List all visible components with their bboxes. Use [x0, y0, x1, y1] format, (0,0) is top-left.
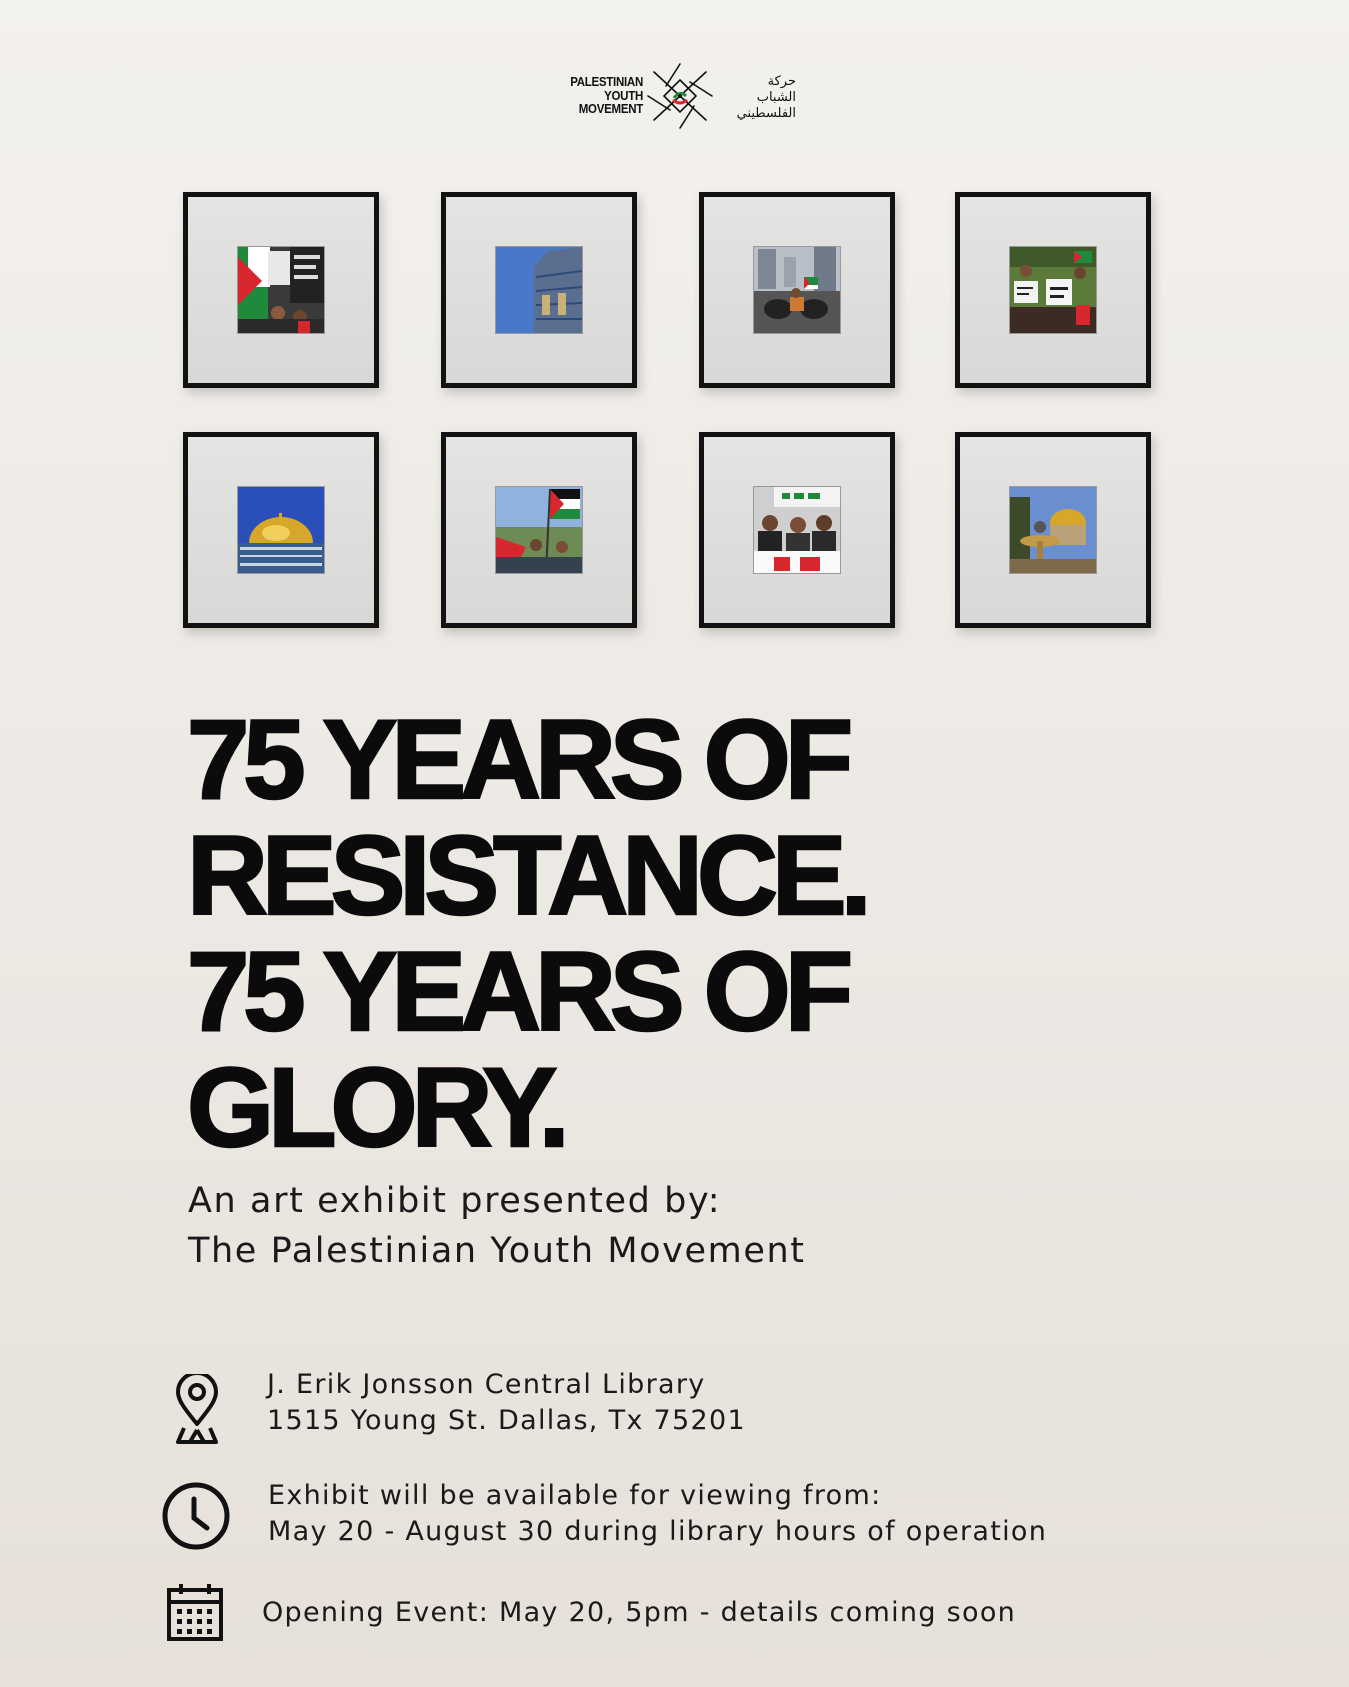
framed-photo-4	[1009, 246, 1097, 334]
framed-photo-6	[495, 486, 583, 574]
headline-line-3: 75 YEARS OF	[187, 929, 848, 1054]
headline-line-2: RESISTANCE.	[187, 813, 866, 938]
framed-photo-7	[753, 486, 841, 574]
schedule-dates: May 20 - August 30 during library hours of operation	[268, 1516, 1048, 1547]
logo-english-text	[567, 76, 643, 117]
event-details	[262, 1595, 1016, 1631]
framed-photo-1	[237, 246, 325, 334]
library-name: J. Erik Jonsson Central Library	[267, 1369, 706, 1400]
logo-arabic-line-3: الفلسطيني	[736, 106, 796, 121]
gallery-frame-1	[183, 192, 379, 388]
schedule-intro: Exhibit will be available for viewing from:	[268, 1480, 882, 1511]
gallery-frame-6	[441, 432, 637, 628]
framed-photo-3	[753, 246, 841, 334]
logo-english-line-3: MOVEMENT	[578, 102, 643, 116]
framed-photo-8	[1009, 486, 1097, 574]
pym-logo	[560, 62, 800, 132]
subtitle-line-1: An art exhibit presented by:	[188, 1181, 722, 1221]
location-pin-map-icon	[170, 1374, 224, 1446]
gallery-frame-8	[955, 432, 1151, 628]
framed-photo-5	[237, 486, 325, 574]
gallery-frame-5	[183, 432, 379, 628]
headline	[187, 697, 1187, 1170]
logo-arabic-line-2: الشباب	[756, 90, 796, 105]
library-address: 1515 Young St. Dallas, Tx 75201	[267, 1405, 746, 1436]
schedule-details	[268, 1478, 1047, 1550]
clock-icon	[161, 1481, 231, 1551]
logo-arabic-text	[716, 74, 796, 122]
gallery-frame-4	[955, 192, 1151, 388]
logo-emblem-icon	[646, 62, 714, 130]
logo-english-line-2: YOUTH	[604, 88, 643, 103]
calendar-icon	[166, 1582, 224, 1642]
gallery-frame-2	[441, 192, 637, 388]
subtitle	[188, 1176, 806, 1276]
subtitle-line-2: The Palestinian Youth Movement	[188, 1231, 806, 1271]
opening-event-text: Opening Event: May 20, 5pm - details coming soon	[262, 1597, 1017, 1628]
logo-arabic-line-1: حركة	[767, 74, 796, 89]
headline-line-1: 75 YEARS OF	[187, 697, 848, 822]
framed-photo-2	[495, 246, 583, 334]
logo-english-line-1: PALESTINIAN	[570, 75, 643, 89]
gallery-frame-3	[699, 192, 895, 388]
gallery-frame-7	[699, 432, 895, 628]
headline-line-4: GLORY.	[187, 1045, 564, 1170]
location-details	[267, 1367, 746, 1439]
